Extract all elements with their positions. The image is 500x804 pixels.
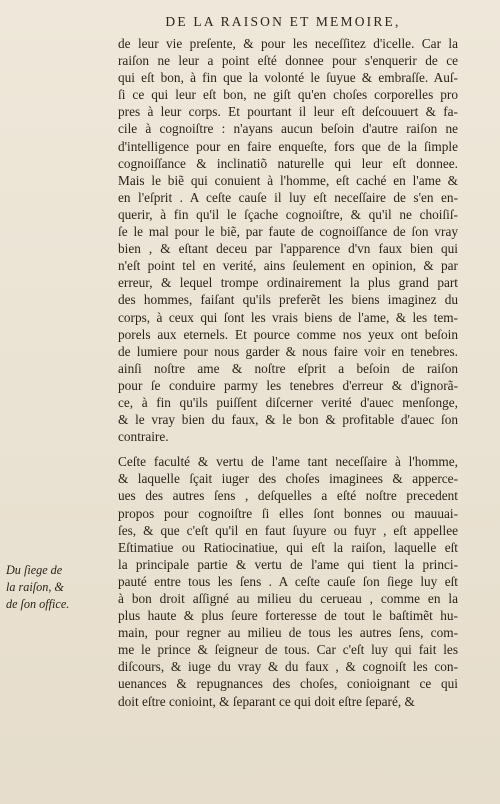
body-text	[118, 35, 458, 710]
text-line: plus haute & plus ſeure forteresse de tout le baſtimẽt hu-	[118, 608, 458, 624]
text-line: cile à cognoiſtre : n'ayans aucun beſoin d'autre raiſon ne	[118, 121, 458, 137]
text-line: diſcours, & iuge du vray & du faux , & cognoiſt les con-	[118, 659, 458, 675]
text-line: me le prince & ſeigneur de tous. Car c'eſt luy qui fait les	[118, 642, 458, 658]
text-line: erreur, & lequel trompe ordinairement la plus grand part	[118, 275, 458, 291]
text-line: porels aux eternels. Et pource comme nos yeux ont beſoin	[118, 326, 458, 342]
text-line: ce, à fin qu'ils puiſſent diſcerner verité d'auec menſonge,	[118, 394, 458, 410]
text-line: contraire.	[118, 429, 169, 445]
text-line: à bon droit aſſigné au milieu du cerueau , comme en la	[118, 591, 458, 606]
text-line: de leur vie preſente, & pour les neceſſitez d'icelle. Car la	[118, 36, 458, 51]
text-line: en l'eſprit . A ceſte cauſe il luy eſt neceſſaire de s'en en-	[118, 189, 458, 205]
text-line: querir, à fin qu'il le ſçache cognoiſtre, & qu'il ne choiſiſ-	[118, 206, 458, 222]
text-line: main, pour regner au milieu de tous les autres ſens, com-	[118, 625, 458, 641]
text-line: raiſon ne leur a point eſté donnee pour s'enquerir de ce	[118, 53, 458, 69]
text-line: qui eſt bon, à fin que la volonté le ſuyue & embraſſe. Auſ-	[118, 70, 458, 86]
text-line: n'eſt point tel en verité, ains ſeulement en opinion, & par	[118, 258, 458, 274]
text-line: ſe le mal pour le biẽ, par faute de cognoiſſance de ſon vray	[118, 224, 458, 240]
text-line: & laquelle ſçait iuger des choſes imaginees & apperce-	[118, 471, 458, 487]
text-line: Mais le biẽ qui conuient à l'homme, eſt caché en l'ame &	[118, 172, 458, 188]
margin-note-line: Du ſiege de	[6, 563, 63, 577]
margin-note	[6, 562, 112, 613]
text-line: Eſtimatiue ou Ratiocinatiue, qui eſt la raiſon, laquelle eſt	[118, 539, 458, 555]
text-line: ues des autres ſens , deſquelles a eſté noſtre precedent	[118, 488, 458, 504]
margin-note-line: de ſon office.	[6, 597, 70, 611]
text-line: ſes, & que c'eſt qu'il en faut ſuyure ou fuyr , eſt appellee	[118, 522, 458, 538]
paragraph-1	[118, 35, 458, 445]
text-line: bien , & eſtant deceu par l'apparence d'vn faux bien qui	[118, 241, 458, 257]
text-line: uenances & repugnances des choſes, conioignant ce qui	[118, 676, 458, 692]
paragraph-gap	[118, 445, 458, 453]
text-line: cognoiſſance & inclinatiõ naturelle qui leur eſt donnee.	[118, 155, 458, 171]
text-line: corps, à ceux qui ſont les vrais biens de l'ame, & les tem-	[118, 309, 458, 325]
text-line: ainſi noſtre ame & noſtre eſprit a beſoin de raiſon	[118, 360, 458, 376]
text-line: pres à leur corps. Et pourtant il leur eſt deſcouuert & fa-	[118, 104, 458, 120]
text-line: pauté entre tous les ſens . A ceſte cauſe ſon ſiege luy eſt	[118, 573, 458, 589]
paragraph-2	[118, 453, 458, 709]
running-head: DE LA RAISON ET MEMOIRE,	[165, 14, 401, 29]
text-line: Ceſte faculté & vertu de l'ame tant neceſſaire à l'homme,	[118, 454, 458, 470]
text-line: pour ſe conduire parmy les tenebres d'erreur & d'ignorã-	[118, 377, 458, 393]
text-line: & le vray bien du faux, & le bon & profitable d'auec ſon	[118, 412, 458, 428]
text-line: doit eſtre conioint, & ſeparant ce qui doit eſtre ſeparé, &	[118, 693, 415, 709]
text-line: la principale partie & vertu de l'ame qui tient la princi-	[118, 556, 458, 572]
text-line: de lumiere pour nous garder & nous faire voir en tenebres.	[118, 343, 458, 359]
margin-note-line: la raiſon, &	[6, 580, 64, 594]
text-line: ſi ce qui leur eſt bon, ne giſt qu'en choſes corporelles pro	[118, 87, 458, 103]
text-line: propos pour cognoiſtre ſi elles ſont bonnes ou mauuai-	[118, 505, 458, 521]
text-line: des hommes, faiſant qu'ils preferẽt les biens imaginez du	[118, 292, 458, 308]
text-line: d'intelligence pour en faire enqueſte, fors que de la ſimple	[118, 138, 458, 154]
